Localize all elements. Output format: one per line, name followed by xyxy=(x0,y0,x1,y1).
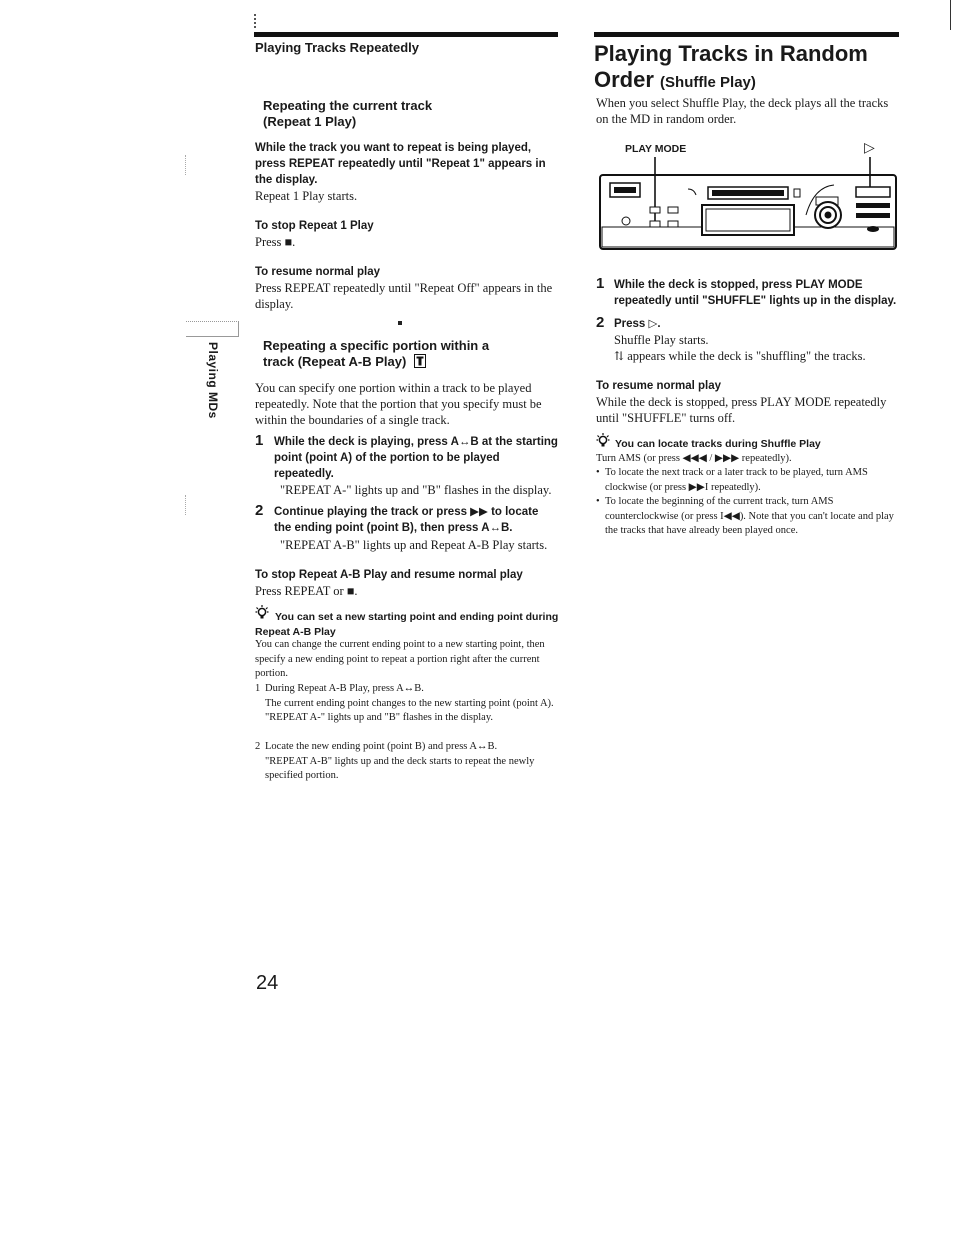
shuffle-resume-heading: To resume normal play xyxy=(596,380,722,392)
repeat1-heading: Repeating the current track (Repeat 1 Play) xyxy=(263,98,433,129)
repeatab-intro: You can specify one portion within a track to be played repeatedly. Note that the portion that you specify must be within the boundaries of a single track. xyxy=(255,381,542,427)
left-margin-dots-2 xyxy=(185,495,187,515)
shuffle-note: ⇅ appears while the deck is "shuffling" the tracks. xyxy=(614,349,866,363)
play-mode-button xyxy=(650,207,660,213)
left-header-rule xyxy=(254,32,558,37)
shuffle-tip-intro: Turn AMS (or press ◀◀◀ / ▶▶▶ repeatedly). xyxy=(596,453,792,464)
shuffle-tip-heading: You can locate tracks during Shuffle Play xyxy=(615,438,821,450)
remote-icon xyxy=(414,354,426,368)
shuffle-display-icon: ⇅ xyxy=(614,349,625,363)
tip-ab-heading: You can set a new starting point and ending point during Repeat A-B Play xyxy=(255,611,559,638)
shuffle-tip-bullet: • To locate the beginning of the current track, turn AMS counterclockwise (or press I◀◀). Note that you can't locate and play the tracks that have already been played once. xyxy=(596,495,896,539)
repeatab-step-1-text: While the deck is playing, press A↔B at the starting point (point A) of the portion to be played repeatedly. xyxy=(274,436,558,480)
repeat1-result: Repeat 1 Play starts. xyxy=(255,189,358,203)
shuffle-tip-bullet: • To locate the next track or a later track to be played, turn AMS clockwise (or press ▶▶I repeatedly). xyxy=(596,466,896,495)
repeatab-heading: Repeating a specific portion within a track (Repeat A-B Play) xyxy=(263,338,490,369)
diagram-label-play: ▷ xyxy=(864,139,875,155)
shuffle-step-1-text: While the deck is stopped, press PLAY MODE repeatedly until "SHUFFLE" lights up in the display. xyxy=(614,279,897,307)
right-header-rule xyxy=(594,32,899,37)
tip-ab-step-1-number: 1 xyxy=(255,683,261,694)
shuffle-resume-text: While the deck is stopped, press PLAY MODE repeatedly until "SHUFFLE" turns off. xyxy=(596,395,887,425)
left-margin-dots xyxy=(185,155,187,175)
scan-mark xyxy=(254,14,258,28)
tip-ab-intro: You can change the current ending point to a new starting point, then specify a new ending point to repeat a portion right after the current portion. xyxy=(255,639,545,679)
play-button xyxy=(856,187,890,197)
tip-lightbulb-icon-2 xyxy=(596,432,610,448)
tip-ab-step-2: 2 Locate the new ending point (point B) and press A↔B. "REPEAT A-B" lights up and the deck starts to repeat the newly specified portion. xyxy=(255,741,535,781)
repeatab-stop-heading: To stop Repeat A-B Play and resume normal play xyxy=(255,569,523,581)
shuffle-step-2-number: 2 xyxy=(596,314,605,331)
repeatab-step-2-text: Continue playing the track or press ▶▶ to locate the ending point (point B), then press A↔B. xyxy=(274,506,539,534)
tip-ab-step-2-number: 2 xyxy=(255,741,261,752)
diagram-label-play-mode: PLAY MODE xyxy=(625,143,687,155)
shuffle-tip-bullets xyxy=(596,466,896,539)
repeat1-stop-text: Press ■. xyxy=(255,235,296,249)
right-edge-line xyxy=(950,0,951,30)
shuffle-intro: When you select Shuffle Play, the deck plays all the tracks on the MD in random order. xyxy=(596,96,889,126)
md-deck-diagram xyxy=(598,155,898,255)
page-title: Playing Tracks in Random Order (Shuffle Play) xyxy=(594,41,868,92)
side-tab-label: Playing MDs xyxy=(206,342,220,419)
repeat1-resume-heading: To resume normal play xyxy=(255,266,381,278)
repeat1-resume-text: Press REPEAT repeatedly until "Repeat Off" appears in the display. xyxy=(255,281,553,311)
shuffle-step-2-result: Shuffle Play starts. xyxy=(614,333,709,347)
shuffle-step-1-number: 1 xyxy=(596,275,605,292)
repeatab-step-2-number: 2 xyxy=(255,502,264,519)
side-tab-box xyxy=(186,321,239,337)
section-dot xyxy=(398,321,402,325)
running-header: Playing Tracks Repeatedly xyxy=(255,40,420,55)
page-number: 24 xyxy=(256,972,279,994)
tip-ab-step-1: 1 During Repeat A-B Play, press A↔B. The current ending point changes to the new starting point (point A). "REPEAT A-" lights up and "B" flashes in the display. xyxy=(255,683,554,723)
shuffle-step-2-text: Press ▷. xyxy=(614,318,661,330)
repeatab-step-1-result: "REPEAT A-" lights up and "B" flashes in the display. xyxy=(280,483,552,497)
repeatab-step-1-number: 1 xyxy=(255,432,264,449)
repeatab-step-2-result: "REPEAT A-B" lights up and Repeat A-B Play starts. xyxy=(280,538,548,552)
repeatab-stop-text: Press REPEAT or ■. xyxy=(255,584,358,598)
repeat1-instruction: While the track you want to repeat is being played, press REPEAT repeatedly until "Repeat 1" appears in the display. xyxy=(255,142,546,186)
repeat1-stop-heading: To stop Repeat 1 Play xyxy=(255,220,374,232)
